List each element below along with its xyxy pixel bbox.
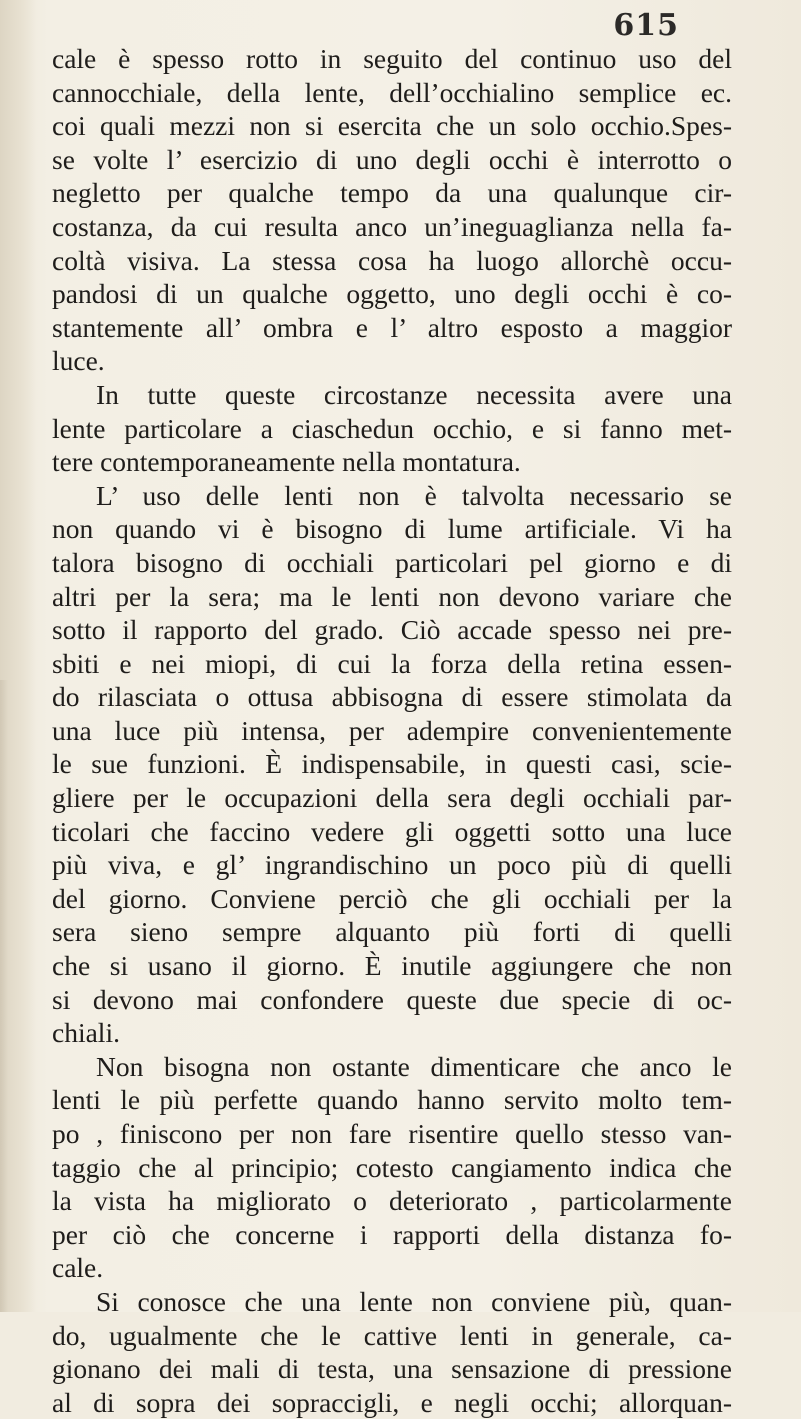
text-line: sera sieno sempre alquanto più forti di quelli bbox=[52, 916, 732, 948]
text-line: costanza, da cui resulta anco un’ineguaglianza nella fa- bbox=[52, 210, 732, 242]
text-line: do, ugualmente che le cattive lenti in generale, ca- bbox=[52, 1319, 732, 1351]
page-edge-shadow bbox=[0, 680, 8, 1312]
text-line: coltà visiva. La stessa cosa ha luogo allorchè occu- bbox=[52, 244, 732, 276]
text-line: pandosi di un qualche oggetto, uno degli occhi è co- bbox=[52, 278, 732, 310]
text-line: po , finiscono per non fare risentire quello stesso van- bbox=[52, 1118, 732, 1149]
text-line: In tutte queste circostanze necessita avere una bbox=[96, 378, 732, 410]
text-line: stantemente all’ ombra e l’ altro esposto a maggior bbox=[52, 311, 732, 343]
text-line: gliere per le occupazioni della sera degli occhiali par- bbox=[52, 782, 732, 814]
text-line: altri per la sera; ma le lenti non devono variare che bbox=[52, 580, 732, 612]
text-line: negletto per qualche tempo da una qualunque cir- bbox=[52, 177, 732, 209]
text-line: taggio che al principio; cotesto cangiamento indica che bbox=[52, 1151, 732, 1183]
text-line: si devono mai confondere queste due specie di oc- bbox=[52, 983, 732, 1015]
text-line: sotto il rapporto del grado. Ciò accade spesso nei pre- bbox=[52, 614, 732, 646]
body-text bbox=[52, 42, 732, 1419]
text-line: do rilasciata o ottusa abbisogna di essere stimolata da bbox=[52, 681, 732, 713]
text-line: coi quali mezzi non si esercita che un solo occhio.Spes- bbox=[52, 110, 732, 142]
text-line: Non bisogna non ostante dimenticare che anco le bbox=[96, 1050, 732, 1082]
text-line: le sue funzioni. È indispensabile, in questi casi, scie- bbox=[52, 748, 732, 780]
text-line: se volte l’ esercizio di uno degli occhi è interrotto o bbox=[52, 143, 732, 175]
text-line: la vista ha migliorato o deteriorato , particolarmente bbox=[52, 1185, 732, 1217]
text-line: per ciò che concerne i rapporti della distanza fo- bbox=[52, 1218, 732, 1250]
text-line: sbiti e nei miopi, di cui la forza della retina essen- bbox=[52, 647, 732, 679]
text-line: talora bisogno di occhiali particolari pel giorno e di bbox=[52, 546, 732, 578]
text-line: cale è spesso rotto in seguito del continuo uso del bbox=[52, 43, 732, 74]
text-line: Si conosce che una lente non conviene più, quan- bbox=[96, 1285, 732, 1317]
text-line: più viva, e gl’ ingrandischino un poco più di quelli bbox=[52, 849, 732, 881]
page-number: 615 bbox=[613, 8, 679, 43]
text-line: cale. bbox=[52, 1252, 104, 1284]
text-line: cannocchiale, della lente, dell’occhialino semplice ec. bbox=[52, 76, 732, 108]
text-line: del giorno. Conviene perciò che gli occhiali per la bbox=[52, 882, 732, 914]
text-line: ticolari che faccino vedere gli oggetti sotto una luce bbox=[52, 815, 732, 847]
text-line: che si usano il giorno. È inutile aggiungere che non bbox=[52, 950, 732, 982]
text-line: al di sopra dei sopraccigli, e negli occhi; allorquan- bbox=[52, 1386, 732, 1418]
text-line: non quando vi è bisogno di lume artificiale. Vi ha bbox=[52, 513, 732, 545]
text-line: gionano dei mali di testa, una sensazione di pressione bbox=[52, 1353, 732, 1385]
text-line: luce. bbox=[52, 345, 105, 377]
text-line: tere contemporaneamente nella montatura. bbox=[52, 446, 521, 478]
text-line: chiali. bbox=[52, 1017, 120, 1049]
text-line: lente particolare a ciaschedun occhio, e si fanno met- bbox=[52, 412, 732, 444]
text-line: lenti le più perfette quando hanno servito molto tem- bbox=[52, 1084, 732, 1116]
text-line: L’ uso delle lenti non è talvolta necessario se bbox=[96, 479, 732, 511]
text-line: una luce più intensa, per adempire convenientemente bbox=[52, 714, 732, 746]
